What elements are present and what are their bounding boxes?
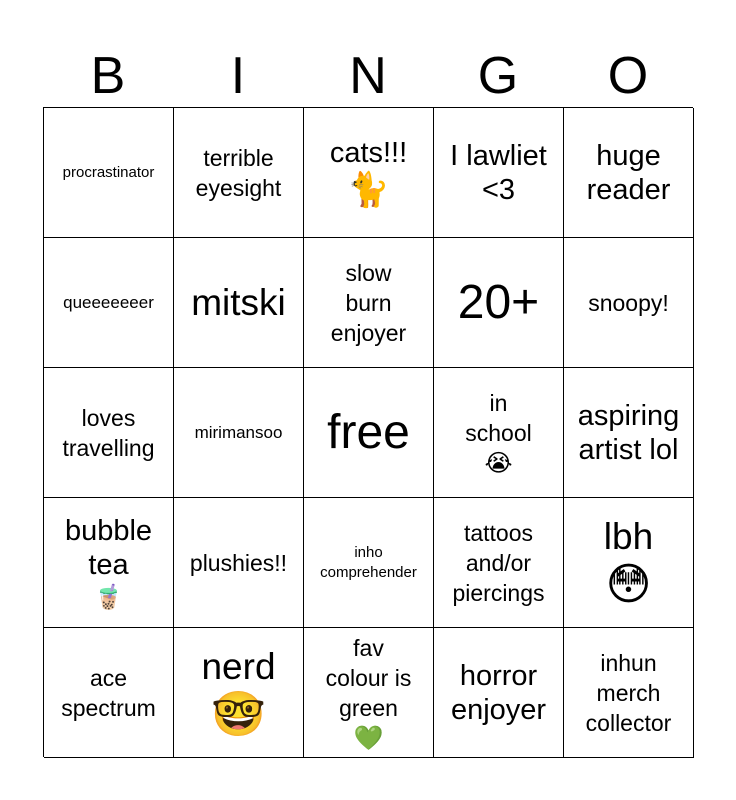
cell-text: nerd xyxy=(201,645,276,687)
bingo-cell[interactable] xyxy=(174,238,304,368)
cell-text: horror enjoyer xyxy=(450,659,547,726)
cell-text: mirimansoo xyxy=(194,422,283,442)
bingo-cell[interactable] xyxy=(434,108,564,238)
cell-text: inhun merch collector xyxy=(585,649,672,736)
bingo-cell[interactable] xyxy=(304,498,434,628)
cell-text: procrastinator xyxy=(62,163,155,181)
header-letter-b: B xyxy=(90,47,126,105)
bingo-cell[interactable] xyxy=(44,368,174,498)
bingo-cell[interactable] xyxy=(44,628,174,758)
bingo-cell[interactable] xyxy=(434,498,564,628)
cell-text: queeeeeeer xyxy=(63,292,154,312)
bingo-cell[interactable] xyxy=(304,108,434,238)
bingo-cell[interactable] xyxy=(564,368,694,498)
bingo-header xyxy=(43,48,693,104)
bingo-cell[interactable] xyxy=(564,108,694,238)
bingo-cell[interactable] xyxy=(564,498,694,628)
cell-text: mitski xyxy=(191,281,286,323)
cat-icon: 🐈 xyxy=(347,169,390,210)
header-letter-i: I xyxy=(230,47,246,105)
crying-face-icon: 😭 xyxy=(484,448,513,477)
cell-text: inho comprehender xyxy=(320,543,417,581)
header-letter-o: O xyxy=(607,47,649,105)
bingo-cell[interactable] xyxy=(434,238,564,368)
cell-text: ace spectrum xyxy=(61,664,156,721)
bingo-cell[interactable] xyxy=(434,368,564,498)
cell-text: huge reader xyxy=(586,139,671,206)
bingo-cell[interactable] xyxy=(44,498,174,628)
bingo-cell[interactable] xyxy=(174,108,304,238)
cell-text: snoopy! xyxy=(588,289,669,316)
flushed-face-icon: 😳 xyxy=(605,558,652,610)
bingo-cell[interactable] xyxy=(44,108,174,238)
cell-text: plushies!! xyxy=(189,549,288,576)
bubble-tea-icon: 🧋 xyxy=(93,582,124,611)
cell-text: bubble tea xyxy=(64,514,153,581)
cell-text: aspiring artist lol xyxy=(577,399,680,466)
cell-text: fav colour is green xyxy=(325,634,412,721)
cell-text: lbh xyxy=(603,515,654,557)
cell-text: tattoos and/or piercings xyxy=(452,519,545,606)
cell-text: loves travelling xyxy=(62,404,155,461)
bingo-cell[interactable] xyxy=(174,628,304,758)
header-letter-n: N xyxy=(349,47,387,105)
cell-text: slow burn enjoyer xyxy=(330,259,407,346)
cell-text: free xyxy=(327,405,410,459)
bingo-cell[interactable] xyxy=(434,628,564,758)
nerd-face-icon: 🤓 xyxy=(211,688,266,740)
bingo-cell[interactable] xyxy=(304,238,434,368)
bingo-cell[interactable] xyxy=(44,238,174,368)
header-letter-g: G xyxy=(477,47,519,105)
bingo-cell[interactable] xyxy=(564,628,694,758)
green-heart-icon: 💚 xyxy=(353,723,384,752)
bingo-cell[interactable] xyxy=(304,628,434,758)
cell-text: 20+ xyxy=(457,275,540,329)
cell-text: cats!!! xyxy=(329,136,408,169)
cell-text: in school xyxy=(465,389,532,446)
bingo-cell[interactable] xyxy=(174,368,304,498)
bingo-free-cell[interactable] xyxy=(304,368,434,498)
bingo-cell[interactable] xyxy=(174,498,304,628)
cell-text: I lawliet <3 xyxy=(450,139,547,206)
cell-text: terrible eyesight xyxy=(195,144,282,201)
bingo-card-grid xyxy=(43,107,693,757)
bingo-cell[interactable] xyxy=(564,238,694,368)
